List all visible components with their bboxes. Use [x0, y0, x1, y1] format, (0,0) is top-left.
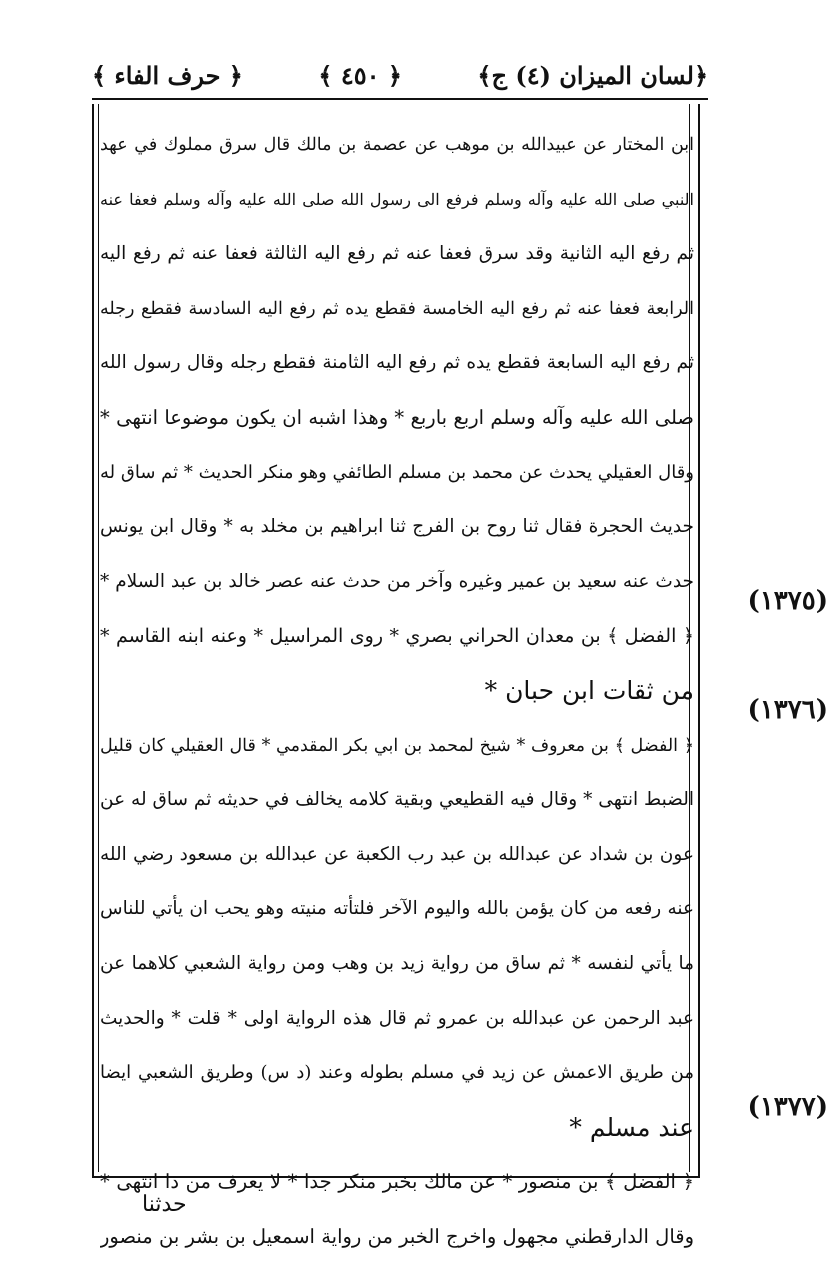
- text-line: وقال الدارقطني مجهول واخرج الخبر من رواية اسمعيل بن بشر بن منصور: [100, 1224, 694, 1248]
- text-line: ثم رفع اليه السابعة فقطع يده ثم رفع اليه الثامنة فقطع رجله وقال رسول الله: [100, 352, 694, 374]
- text-line: عبد الرحمن عن عبدالله بن عمرو ثم قال هذه الرواية اولى * قلت * والحديث: [100, 1007, 694, 1029]
- book-title: ﴿لسان الميزان (٤) ج﴾: [477, 60, 708, 90]
- text-line: حدث عنه سعيد بن عمير وغيره وآخر من حدث عنه عصر خالد بن عبد السلام *: [100, 570, 694, 592]
- section-title: ﴿ حرف الفاء ﴾: [92, 60, 243, 90]
- catchword: حدثنا: [142, 1192, 187, 1217]
- text-line: الضبط انتهى * وقال فيه القطيعي وبقية كلامه يخالف في حديثه ثم ساق له عن: [100, 789, 694, 811]
- text-line: حديث الحجرة فقال ثنا روح بن الفرج ثنا ابراهيم بن مخلد به * وقال ابن يونس: [100, 516, 694, 538]
- page-number: ﴿ ٤٥٠ ﴾: [318, 60, 402, 90]
- text-line: الرابعة فعفا عنه ثم رفع اليه الخامسة فقطع يده ثم رفع اليه السادسة فقطع رجله: [100, 298, 694, 319]
- text-line: عند مسلم *: [569, 1112, 694, 1142]
- text-line: ثم رفع اليه الثانية وقد سرق فعفا عنه ثم رفع اليه الثالثة فعفا عنه ثم رفع اليه: [100, 243, 694, 265]
- text-line: صلى الله عليه وآله وسلم اربع باربع * وهذا اشبه ان يكون موضوعا انتهى *: [100, 405, 694, 429]
- text-line: من طريق الاعمش عن زيد في مسلم بطوله وعند (د س) وطريق الشعبي ايضا: [100, 1062, 694, 1084]
- entry-number: (١٣٧٥): [747, 586, 828, 616]
- text-line: من ثقات ابن حبان *: [484, 675, 694, 705]
- entry-line: ﴿ الفضل ﴾ بن منصور * عن مالك بخبر منكر جدا * لا يعرف من ذا انتهى *: [100, 1170, 694, 1194]
- body-text: [100, 118, 694, 1264]
- entry-number: (١٣٧٧): [747, 1092, 828, 1122]
- text-line: النبي صلى الله عليه وآله وسلم فرفع الى رسول الله صلى الله عليه وآله وسلم فعفا عنه: [100, 189, 694, 209]
- text-line: عون بن شداد عن عبدالله بن عبد رب الكعبة عن عبدالله بن مسعود رضي الله: [100, 843, 694, 865]
- page-header: [92, 52, 708, 98]
- text-line: عنه رفعه من كان يؤمن بالله واليوم الآخر فلتأته منيته وهو يحب ان يأتي للناس: [100, 898, 694, 920]
- text-line: ما يأتي لنفسه * ثم ساق من رواية زيد بن وهب ومن رواية الشعبي كلاهما عن: [100, 952, 694, 974]
- entry-line: ﴿ الفضل ﴾ بن معدان الحراني بصري * روى المراسيل * وعنه ابنه القاسم *: [100, 625, 694, 648]
- header-rule: [92, 98, 708, 100]
- text-line: وقال العقيلي يحدث عن محمد بن مسلم الطائفي وهو منكر الحديث * ثم ساق له: [100, 461, 694, 483]
- entry-number: (١٣٧٦): [747, 695, 828, 725]
- text-line: ابن المختار عن عبيدالله بن موهب عن عصمة بن مالك قال سرق مملوك في عهد: [100, 135, 694, 155]
- entry-line: ﴿ الفضل ﴾ بن معروف * شيخ لمحمد بن ابي بكر المقدمي * قال العقيلي كان قليل: [100, 735, 694, 756]
